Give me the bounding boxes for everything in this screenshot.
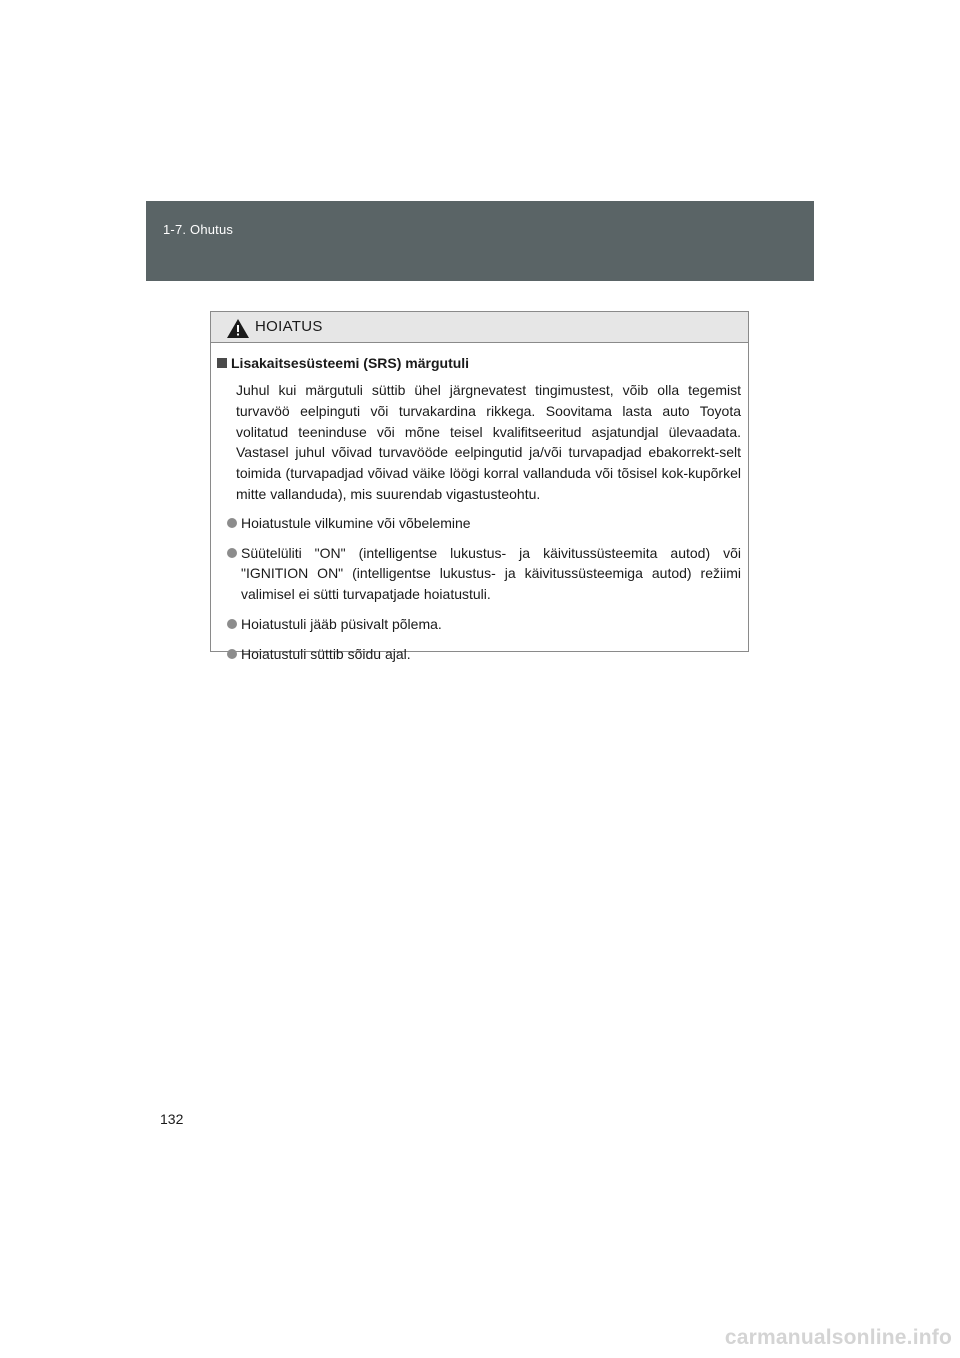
warning-body — [211, 343, 748, 665]
circle-bullet-icon — [227, 548, 237, 558]
warning-title: HOIATUS — [255, 318, 323, 335]
warning-header — [211, 312, 748, 343]
watermark: carmanualsonline.info — [724, 1326, 952, 1349]
condition-list — [227, 513, 741, 665]
list-item — [227, 644, 741, 665]
list-item — [227, 614, 741, 635]
square-bullet-icon — [217, 358, 227, 368]
circle-bullet-icon — [227, 518, 237, 528]
section-heading-text: Lisakaitsesüsteemi (SRS) märgutuli — [231, 355, 470, 371]
list-item-text: Hoiatustule vilkumine või võbelemine — [241, 514, 471, 531]
warning-triangle-icon — [227, 319, 249, 338]
list-item — [227, 543, 741, 605]
circle-bullet-icon — [227, 649, 237, 659]
section-header-band — [146, 201, 814, 281]
section-heading — [217, 352, 741, 374]
list-item — [227, 513, 741, 534]
circle-bullet-icon — [227, 619, 237, 629]
list-item-text: Süütelüliti "ON" (intelligentse lukustus- ja käivitussüsteemita autod) või "IGNITION ON" (intelligentse lukustus- ja käivitussüsteemiga autod) režiimi valimisel ei sütti turvapatjade hoiatustuli. — [241, 544, 741, 603]
list-item-text: Hoiatustuli jääb püsivalt põlema. — [241, 615, 442, 632]
list-item-text: Hoiatustuli süttib sõidu ajal. — [241, 645, 411, 662]
warning-box — [210, 311, 749, 662]
warning-paragraph: Juhul kui märgutuli süttib ühel järgnevatest tingimustest, võib olla tegemist turvavöö eelpinguti või turvakardina rikkega. Soovitama lasta auto Toyota volitatud teeninduse või mõne teisel kvalifitseeritud asjatundjal ülevaadata. Vastasel juhul võivad turvavööde eelpingutid ja/või turvapadjad ebakorrekt-selt toimida (turvapadjad võivad väike löögi korral vallanduda või tõsisel kok-kupõrkel mitte vallanduda), mis suurendab vigastusteohtu. — [236, 382, 741, 502]
page-number: 132 — [160, 1111, 184, 1127]
section-label: 1-7. Ohutus — [163, 222, 234, 237]
